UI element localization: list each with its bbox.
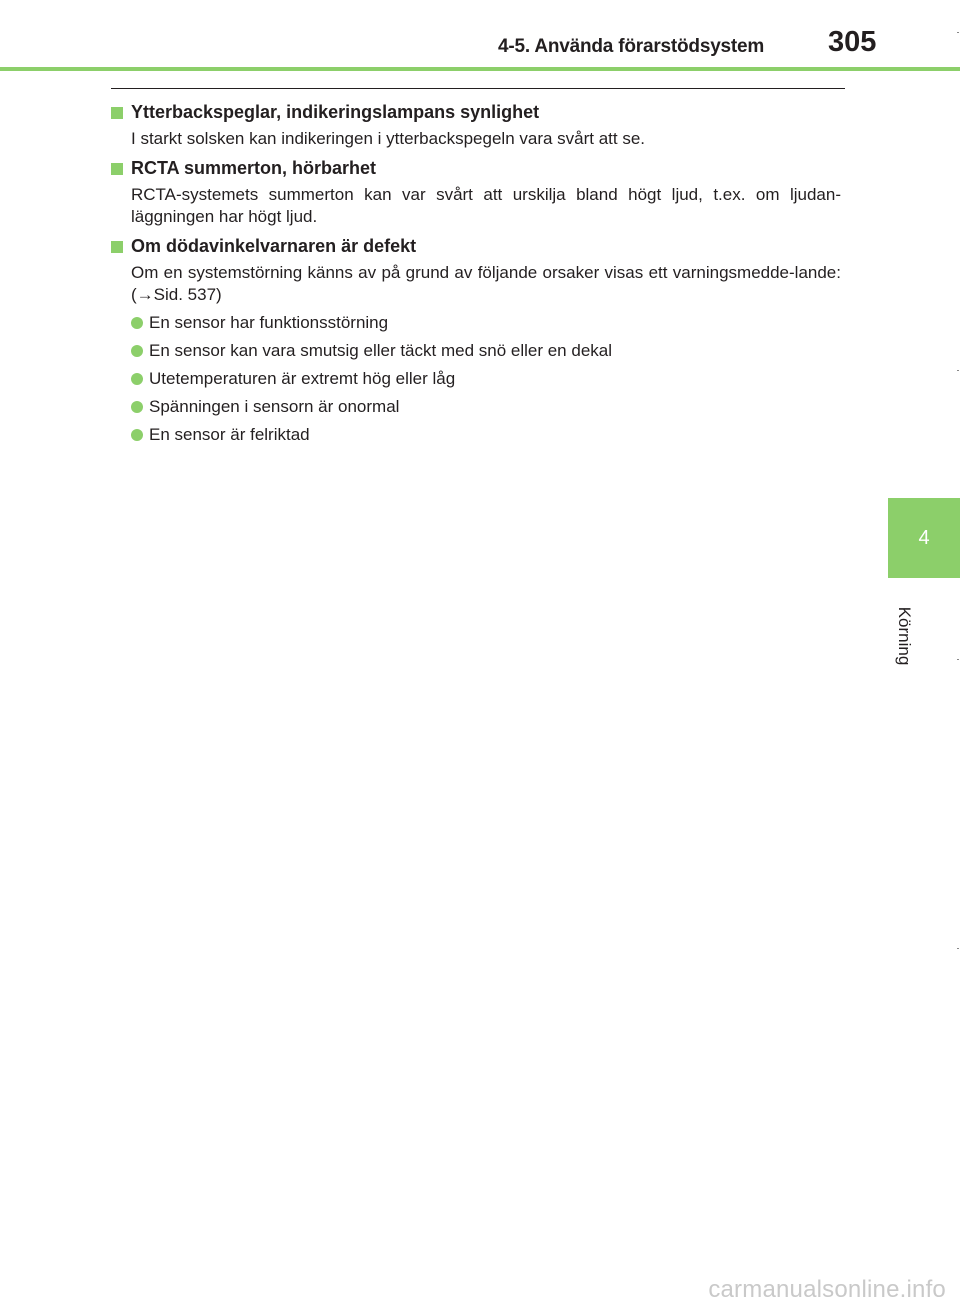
circle-bullet-icon (131, 317, 143, 329)
square-bullet-icon (111, 107, 123, 119)
section-heading (111, 156, 841, 180)
list-item-text: En sensor är felriktad (149, 425, 310, 444)
section-title: Om dödavinkelvarnaren är defekt (131, 236, 417, 256)
list-item (131, 396, 841, 418)
section-paragraph: I starkt solsken kan indikeringen i ytterbackspegeln vara svårt att se. (131, 129, 646, 148)
list-item-text: En sensor kan vara smutsig eller täckt med snö eller en dekal (149, 341, 613, 360)
circle-bullet-icon (131, 373, 143, 385)
crop-mark (957, 659, 959, 660)
crop-mark (957, 370, 959, 371)
page-number: 305 (828, 26, 877, 58)
list-item-text: Utetemperaturen är extremt hög eller låg (149, 369, 456, 388)
section-heading (111, 100, 841, 124)
square-bullet-icon (111, 163, 123, 175)
section-paragraph: RCTA-systemets summerton kan var svårt att urskilja bland högt ljud, t.ex. om ljudan-läggningen har högt ljud. (131, 185, 841, 226)
section-paragraph: Om en systemstörning känns av på grund av följande orsaker visas ett varningsmedde-lande: (→Sid. 537) (131, 263, 841, 304)
list-item (131, 340, 841, 362)
section-title: RCTA summerton, hörbarhet (131, 158, 377, 178)
list-item-text: Spänningen i sensorn är onormal (149, 397, 400, 416)
page-content (111, 100, 841, 446)
chapter-number: 4 (918, 526, 930, 549)
section-heading (111, 234, 841, 258)
watermark: carmanualsonline.info (708, 1276, 946, 1303)
circle-bullet-icon (131, 345, 143, 357)
crop-mark (957, 948, 959, 949)
list-item (131, 424, 841, 446)
header-rule (0, 67, 960, 71)
running-header-section: 4-5. Använda förarstödsystem (498, 36, 765, 57)
list-item (131, 312, 841, 334)
crop-mark (957, 32, 959, 33)
list-item (131, 368, 841, 390)
content-top-rule (111, 88, 845, 89)
section-title: Ytterbackspeglar, indikeringslampans synlighet (131, 102, 540, 122)
square-bullet-icon (111, 241, 123, 253)
chapter-tab (888, 498, 960, 578)
circle-bullet-icon (131, 429, 143, 441)
circle-bullet-icon (131, 401, 143, 413)
chapter-label: Körning (895, 606, 914, 666)
list-item-text: En sensor har funktionsstörning (149, 313, 389, 332)
